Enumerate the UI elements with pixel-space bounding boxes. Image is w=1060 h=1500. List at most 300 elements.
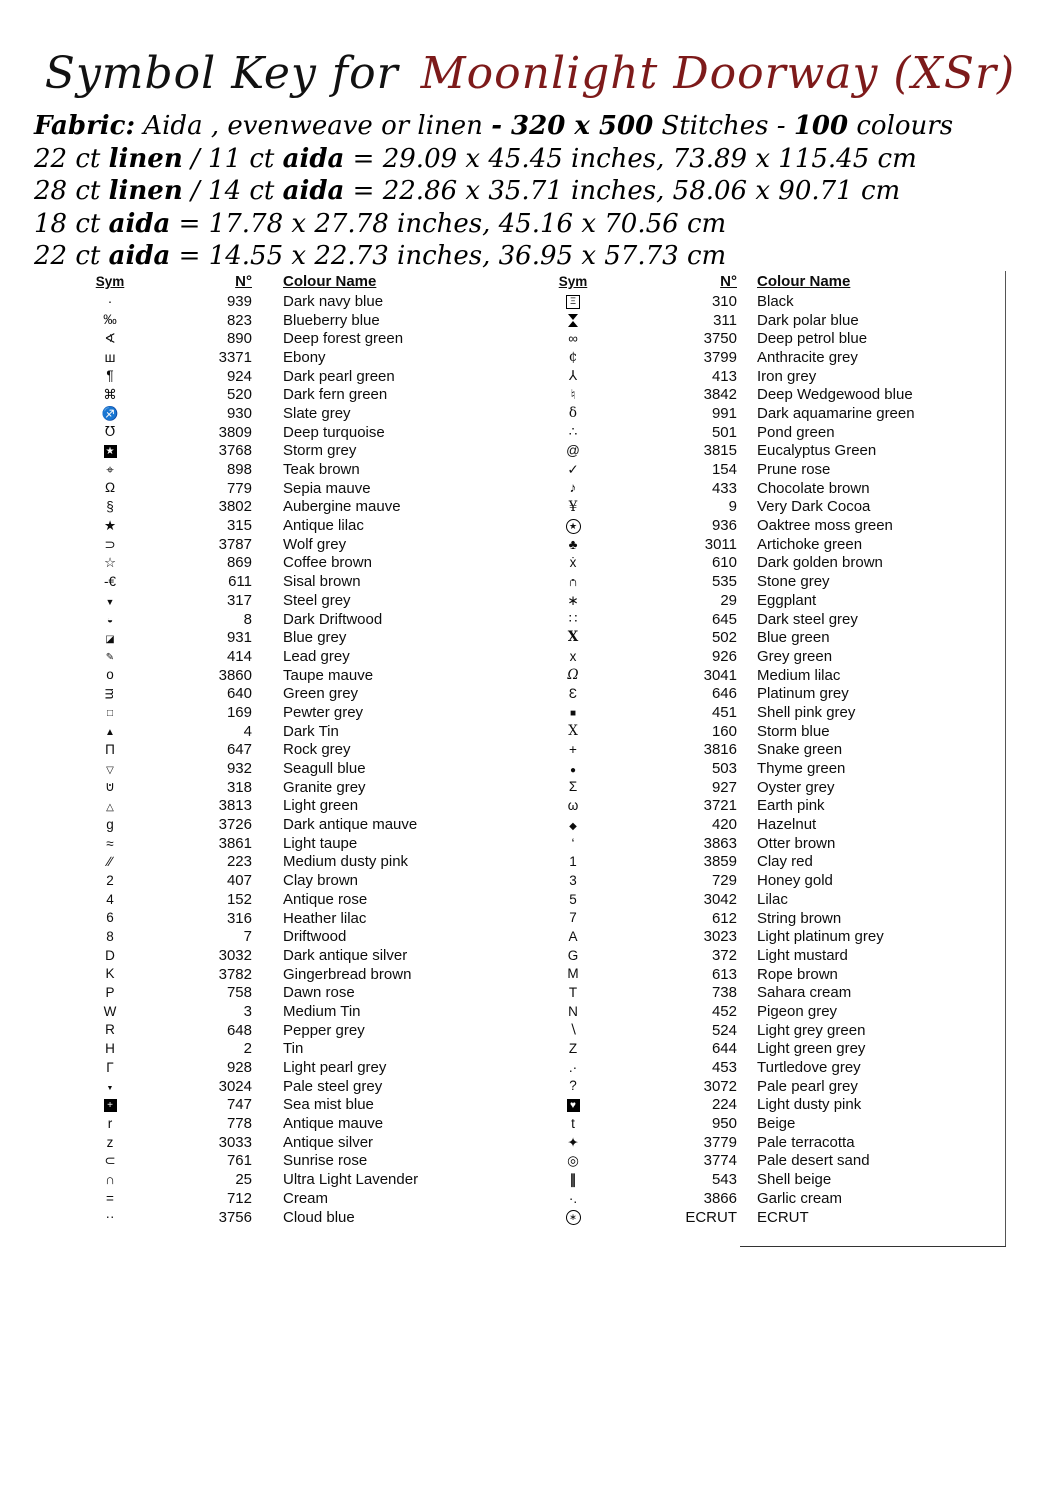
key-row xyxy=(535,404,1005,423)
key-row xyxy=(535,684,1005,703)
page-title xyxy=(30,48,1030,99)
thread-number: 315 xyxy=(226,517,252,535)
text-segment: / 11 ct xyxy=(182,143,283,174)
symbol-key-table-left xyxy=(60,271,508,1226)
symbol-cell xyxy=(535,575,611,589)
colour-name: Artichoke green xyxy=(757,535,863,553)
stitch-symbol-icon: ∢ xyxy=(104,330,116,346)
colour-name: Pale terracotta xyxy=(757,1133,855,1151)
colour-name: Deep forest green xyxy=(283,330,404,348)
stitch-symbol-icon: ∗ xyxy=(566,1210,581,1225)
stitch-symbol-icon: ♮ xyxy=(570,387,576,403)
text-segment: aida xyxy=(108,241,171,271)
key-row xyxy=(60,983,508,1002)
stitch-symbol-icon: X xyxy=(568,722,578,739)
symbol-cell xyxy=(60,594,160,608)
symbol-cell xyxy=(535,1042,611,1056)
symbol-cell xyxy=(535,1061,611,1075)
colour-name: Very Dark Cocoa xyxy=(757,498,871,516)
thread-number: 648 xyxy=(226,1021,252,1039)
thread-number: 3042 xyxy=(703,890,737,908)
text-segment: aida xyxy=(282,143,345,174)
key-row xyxy=(60,741,508,760)
stitch-symbol-icon: 1 xyxy=(569,854,577,870)
text-segment: = 14.55 x 22.73 inches, 36.95 x 57.73 cm xyxy=(170,241,727,271)
thread-number: 3816 xyxy=(703,741,737,759)
thread-number: 3779 xyxy=(703,1133,737,1151)
colour-name: Dark Tin xyxy=(283,722,339,740)
colour-name: Rope brown xyxy=(757,965,838,983)
colour-name: Dark steel grey xyxy=(757,610,858,628)
symbol-cell xyxy=(535,1173,611,1187)
symbol-cell xyxy=(535,1023,611,1037)
colour-name: Antique rose xyxy=(283,890,368,908)
colour-name: Rock grey xyxy=(283,741,351,759)
stitch-symbol-icon: ★ xyxy=(103,517,117,533)
stitch-symbol-icon: 2 xyxy=(106,872,114,888)
thread-number: 3768 xyxy=(218,442,252,460)
key-row xyxy=(535,722,1005,741)
colour-name: Sahara cream xyxy=(757,984,852,1002)
stitch-symbol-icon: 6 xyxy=(106,910,114,926)
key-row xyxy=(60,348,508,367)
key-row xyxy=(535,759,1005,778)
thread-number: 3726 xyxy=(218,816,252,834)
thread-number: 991 xyxy=(711,404,737,422)
page-title-pattern-name: Moonlight Doorway (XSr) xyxy=(420,48,1016,99)
text-segment: 18 ct xyxy=(34,208,109,239)
symbol-cell xyxy=(60,351,160,365)
thread-number: 3787 xyxy=(218,535,252,553)
symbol-cell xyxy=(60,668,160,682)
stitch-symbol-icon: ◎ xyxy=(567,1153,579,1169)
symbol-cell xyxy=(535,444,611,458)
key-row xyxy=(60,479,508,498)
thread-number: 3860 xyxy=(218,666,252,684)
symbol-cell xyxy=(60,743,160,757)
symbol-cell xyxy=(535,612,611,626)
symbol-cell xyxy=(60,1173,160,1187)
symbol-cell xyxy=(60,893,160,907)
thread-number: 611 xyxy=(228,573,252,591)
key-row xyxy=(60,1114,508,1133)
thread-number: 612 xyxy=(711,909,737,927)
size-line-28ct-linen xyxy=(34,175,1024,208)
colour-name: Lead grey xyxy=(283,647,350,665)
thread-number: 3 xyxy=(243,1002,252,1020)
thread-number: 931 xyxy=(226,629,252,647)
colour-name: Honey gold xyxy=(757,872,833,890)
stitch-symbol-icon: 7 xyxy=(569,910,577,926)
symbol-cell xyxy=(535,425,611,439)
key-row xyxy=(60,292,508,311)
key-row xyxy=(60,778,508,797)
stitch-symbol-icon: ◪ xyxy=(105,633,115,645)
symbol-cell xyxy=(60,780,160,794)
thread-number: 3859 xyxy=(703,853,737,871)
symbol-cell xyxy=(535,911,611,925)
colour-name: Coffee brown xyxy=(283,554,372,572)
stitch-symbol-icon: + xyxy=(569,742,577,758)
stitch-symbol-icon: ★ xyxy=(104,445,117,458)
stitch-symbol-icon: 3 xyxy=(569,872,577,888)
thread-number: 3032 xyxy=(218,946,252,964)
symbol-cell xyxy=(60,575,160,589)
thread-number: 8 xyxy=(243,610,252,628)
key-row xyxy=(535,1189,1005,1208)
stitch-symbol-icon: @ xyxy=(566,443,580,459)
stitch-symbol-icon: D xyxy=(105,947,115,963)
colour-name: Medium lilac xyxy=(757,666,841,684)
colour-name: Medium dusty pink xyxy=(283,853,409,871)
stitch-symbol-icon: Ω xyxy=(567,666,579,683)
key-row xyxy=(60,759,508,778)
symbol-cell xyxy=(60,649,160,663)
stitch-symbol-icon: -€ xyxy=(103,573,116,589)
key-row xyxy=(60,834,508,853)
text-segment: Aida , evenweave or linen xyxy=(135,111,492,141)
symbol-cell xyxy=(535,388,611,402)
stitch-symbol-icon: ∪ • xyxy=(105,780,115,794)
colour-name: Pale desert sand xyxy=(757,1152,870,1170)
thread-number: 3782 xyxy=(218,965,252,983)
stitch-symbol-icon: ш xyxy=(104,349,116,365)
stitch-symbol-icon: Ω xyxy=(104,480,116,496)
thread-number: 453 xyxy=(711,1059,737,1077)
symbol-cell xyxy=(60,1042,160,1056)
thread-number: 543 xyxy=(711,1171,737,1189)
thread-number: 3024 xyxy=(218,1077,252,1095)
symbol-cell xyxy=(535,705,611,719)
symbol-cell xyxy=(535,893,611,907)
stitch-symbol-icon: ■ xyxy=(569,708,577,720)
key-row xyxy=(60,385,508,404)
key-row xyxy=(535,741,1005,760)
symbol-cell xyxy=(60,1005,160,1019)
thread-number: 644 xyxy=(711,1040,737,1058)
stitch-symbol-icon: G xyxy=(567,947,579,963)
symbol-cell xyxy=(60,855,160,869)
key-row xyxy=(60,927,508,946)
stitch-symbol-icon: A xyxy=(568,928,578,944)
key-row xyxy=(60,460,508,479)
stitch-symbol-icon: ⊃ xyxy=(104,536,116,552)
symbol-cell xyxy=(60,500,160,514)
thread-number: 927 xyxy=(711,778,737,796)
colour-name: Gingerbread brown xyxy=(283,965,412,983)
colour-name: Seagull blue xyxy=(283,760,366,778)
symbol-cell xyxy=(60,369,160,383)
text-segment: aida xyxy=(108,208,171,239)
colour-name: Light pearl grey xyxy=(283,1059,387,1077)
thread-number: 451 xyxy=(711,703,737,721)
stitch-symbol-icon: ♪ xyxy=(569,480,577,496)
stitch-symbol-icon: P xyxy=(105,985,115,1001)
thread-number: 501 xyxy=(711,423,737,441)
thread-number: 2 xyxy=(243,1040,252,1058)
key-row xyxy=(60,1077,508,1096)
colour-name: Anthracite grey xyxy=(757,348,858,366)
thread-number: 3842 xyxy=(703,386,737,404)
stitch-symbol-icon: ¶ xyxy=(106,368,114,384)
stitch-symbol-icon: ≈ xyxy=(106,835,114,851)
key-row xyxy=(535,610,1005,629)
stitch-symbol-icon: ? xyxy=(569,1078,577,1094)
colour-name: Steel grey xyxy=(283,591,351,609)
key-row xyxy=(535,535,1005,554)
stitch-symbol-icon: ∴ xyxy=(568,424,578,440)
colour-name: Blue grey xyxy=(283,629,347,647)
thread-number: 3774 xyxy=(703,1152,737,1170)
colour-name: Dark navy blue xyxy=(283,292,384,310)
symbol-cell xyxy=(535,1209,611,1225)
symbol-cell xyxy=(535,1136,611,1150)
colour-name: Tin xyxy=(283,1040,304,1058)
colour-name: Blue green xyxy=(757,629,830,647)
key-rows-left xyxy=(60,292,508,1226)
colour-name: Driftwood xyxy=(283,928,347,946)
colour-name: Teak brown xyxy=(283,461,360,479)
stitch-symbol-icon: T xyxy=(568,985,578,1001)
stitch-symbol-icon: K xyxy=(105,966,115,982)
stitch-symbol-icon: m xyxy=(102,688,118,700)
thread-number: 152 xyxy=(226,890,252,908)
colour-name: Dark aquamarine green xyxy=(757,404,915,422)
stitch-symbol-icon: 8 xyxy=(106,928,114,944)
symbol-cell xyxy=(60,481,160,495)
key-row xyxy=(535,834,1005,853)
text-segment: Fabric: xyxy=(34,111,136,141)
key-row xyxy=(60,498,508,517)
key-row xyxy=(60,1058,508,1077)
key-row xyxy=(535,385,1005,404)
symbol-cell xyxy=(60,463,160,477)
key-row xyxy=(60,535,508,554)
colour-name: Dawn rose xyxy=(283,984,355,1002)
stitch-symbol-icon: ·. xyxy=(568,1190,578,1206)
stitch-symbol-icon: ∕∕ xyxy=(107,854,113,870)
text-segment: = 29.09 x 45.45 inches, 73.89 x 115.45 cm xyxy=(344,143,917,174)
stitch-symbol-icon: ∗ xyxy=(567,592,579,608)
key-row xyxy=(535,1114,1005,1133)
symbol-cell xyxy=(535,986,611,1000)
header-colour-name: Colour Name xyxy=(283,273,377,290)
stitch-symbol-icon: Π xyxy=(105,742,115,758)
key-row xyxy=(60,1152,508,1171)
symbol-cell xyxy=(535,743,611,757)
thread-number: 3802 xyxy=(218,498,252,516)
key-row xyxy=(535,311,1005,330)
symbol-cell xyxy=(60,1154,160,1168)
stitch-symbol-icon: ✎ xyxy=(105,652,115,664)
thread-number: 761 xyxy=(226,1152,252,1170)
key-row xyxy=(60,1208,508,1227)
symbol-cell xyxy=(60,1192,160,1206)
key-row xyxy=(60,442,508,461)
stitch-symbol-icon: ·· xyxy=(105,1209,115,1225)
colour-name: Storm grey xyxy=(283,442,357,460)
stitch-symbol-icon: ∷ xyxy=(568,611,578,627)
colour-name: Ebony xyxy=(283,348,326,366)
thread-number: 29 xyxy=(720,591,737,609)
colour-name: Heather lilac xyxy=(283,909,367,927)
colour-name: Pale pearl grey xyxy=(757,1077,858,1095)
colour-name: Cream xyxy=(283,1189,329,1207)
size-line-18ct-aida xyxy=(34,208,1024,241)
key-row xyxy=(60,871,508,890)
colour-name: String brown xyxy=(757,909,842,927)
thread-number: 3023 xyxy=(703,928,737,946)
stitch-symbol-icon: ‘ xyxy=(571,835,575,851)
stitch-symbol-icon: Ɛ xyxy=(568,686,578,702)
key-row xyxy=(60,647,508,666)
symbol-cell xyxy=(60,519,160,533)
key-row xyxy=(535,1208,1005,1227)
colour-name: Beige xyxy=(757,1115,796,1133)
thread-number: ECRUT xyxy=(685,1208,737,1226)
key-row xyxy=(535,853,1005,872)
stitch-symbol-icon: ∖ xyxy=(568,1022,578,1038)
stitch-symbol-icon: H xyxy=(105,1041,115,1057)
thread-number: 712 xyxy=(226,1189,252,1207)
header-number: N° xyxy=(235,273,252,290)
key-row xyxy=(535,703,1005,722)
header-colour-name: Colour Name xyxy=(757,273,851,290)
symbol-cell xyxy=(535,874,611,888)
stitch-symbol-icon: ℧ xyxy=(104,424,116,440)
stitch-symbol-icon: ∞ xyxy=(568,330,578,346)
colour-name: Snake green xyxy=(757,741,843,759)
stitch-symbol-icon: △ xyxy=(106,801,114,813)
text-segment: 100 xyxy=(793,111,849,141)
colour-name: Medium Tin xyxy=(283,1002,361,1020)
stitch-symbol-icon: ▼ xyxy=(105,596,115,607)
symbol-cell xyxy=(535,949,611,963)
key-row xyxy=(60,610,508,629)
thread-number: 939 xyxy=(226,292,252,310)
colour-name: Otter brown xyxy=(757,834,836,852)
key-row xyxy=(535,554,1005,573)
thread-number: 3863 xyxy=(703,834,737,852)
thread-number: 310 xyxy=(711,292,737,310)
stitch-symbol-icon: ⌖ xyxy=(106,461,114,477)
colour-name: Dark Driftwood xyxy=(283,610,383,628)
thread-number: 317 xyxy=(226,591,252,609)
symbol-cell xyxy=(535,967,611,981)
thread-number: 414 xyxy=(226,647,252,665)
stitch-symbol-icon: ▲ xyxy=(105,727,115,739)
key-row xyxy=(535,1133,1005,1152)
colour-name: Black xyxy=(757,292,794,310)
thread-number: 524 xyxy=(711,1021,737,1039)
colour-name: Sepia mauve xyxy=(283,479,371,497)
key-row xyxy=(60,1170,508,1189)
colour-name: Blueberry blue xyxy=(283,311,380,329)
key-row xyxy=(535,815,1005,834)
symbol-cell xyxy=(535,463,611,477)
thread-number: 610 xyxy=(711,554,737,572)
stitch-symbol-icon: ♥ xyxy=(567,1099,580,1112)
colour-name: Antique silver xyxy=(283,1133,374,1151)
thread-number: 3033 xyxy=(218,1133,252,1151)
symbol-cell xyxy=(60,1023,160,1037)
symbol-cell xyxy=(60,313,160,327)
key-row xyxy=(60,516,508,535)
text-segment: 28 ct xyxy=(34,176,109,206)
colour-name: Slate grey xyxy=(283,404,351,422)
key-row xyxy=(60,815,508,834)
colour-name: Earth pink xyxy=(757,797,825,815)
thread-number: 502 xyxy=(711,629,737,647)
key-row xyxy=(535,1040,1005,1059)
thread-number: 823 xyxy=(226,311,252,329)
symbol-cell xyxy=(535,687,611,701)
colour-name: Clay red xyxy=(757,853,813,871)
symbol-cell xyxy=(535,1117,611,1131)
thread-number: 160 xyxy=(711,722,737,740)
symbol-cell xyxy=(60,1136,160,1150)
stitch-symbol-icon: N xyxy=(568,1003,578,1019)
colour-name: Dark golden brown xyxy=(757,554,883,572)
colour-name: Dark antique mauve xyxy=(283,816,418,834)
text-segment: / 14 ct xyxy=(182,176,283,206)
colour-name: Lilac xyxy=(757,890,788,908)
stitch-symbol-icon: Ξ xyxy=(566,295,580,309)
symbol-cell xyxy=(535,1005,611,1019)
thread-number: 890 xyxy=(226,330,252,348)
stitch-symbol-icon: 4 xyxy=(106,891,114,907)
thread-number: 452 xyxy=(711,1002,737,1020)
thread-number: 503 xyxy=(711,760,737,778)
thread-number: 3072 xyxy=(703,1077,737,1095)
symbol-cell xyxy=(535,650,611,664)
text-segment: linen xyxy=(108,143,183,174)
stitch-symbol-icon: · xyxy=(107,293,113,309)
colour-name: Eggplant xyxy=(757,591,817,609)
colour-name: Sisal brown xyxy=(283,573,361,591)
colour-name: Antique lilac xyxy=(283,517,364,535)
colour-name: Turtledove grey xyxy=(757,1059,861,1077)
symbol-cell xyxy=(535,1097,611,1112)
symbol-cell xyxy=(535,1079,611,1093)
stitch-symbol-icon: ✦ xyxy=(567,1134,579,1150)
symbol-cell xyxy=(535,780,611,794)
key-row xyxy=(60,1096,508,1115)
thread-number: 7 xyxy=(243,928,252,946)
key-row xyxy=(60,1021,508,1040)
colour-name: Ultra Light Lavender xyxy=(283,1171,419,1189)
key-row xyxy=(535,628,1005,647)
symbol-cell xyxy=(535,1192,611,1206)
thread-number: 898 xyxy=(226,461,252,479)
colour-name: Deep turquoise xyxy=(283,423,385,441)
symbol-cell xyxy=(535,406,611,421)
thread-number: 758 xyxy=(226,984,252,1002)
thread-number: 3756 xyxy=(218,1208,252,1226)
stitch-symbol-icon: ◆ xyxy=(569,820,577,832)
key-row xyxy=(60,628,508,647)
key-row xyxy=(535,1058,1005,1077)
symbol-cell xyxy=(60,1061,160,1075)
colour-name: Green grey xyxy=(283,685,359,703)
colour-name: Pale steel grey xyxy=(283,1077,383,1095)
key-row xyxy=(60,797,508,816)
symbol-cell xyxy=(60,724,160,738)
thread-number: 778 xyxy=(226,1115,252,1133)
stitch-symbol-icon: W xyxy=(103,1003,117,1019)
size-line-22ct-aida xyxy=(34,240,1024,273)
symbol-cell xyxy=(535,538,611,552)
